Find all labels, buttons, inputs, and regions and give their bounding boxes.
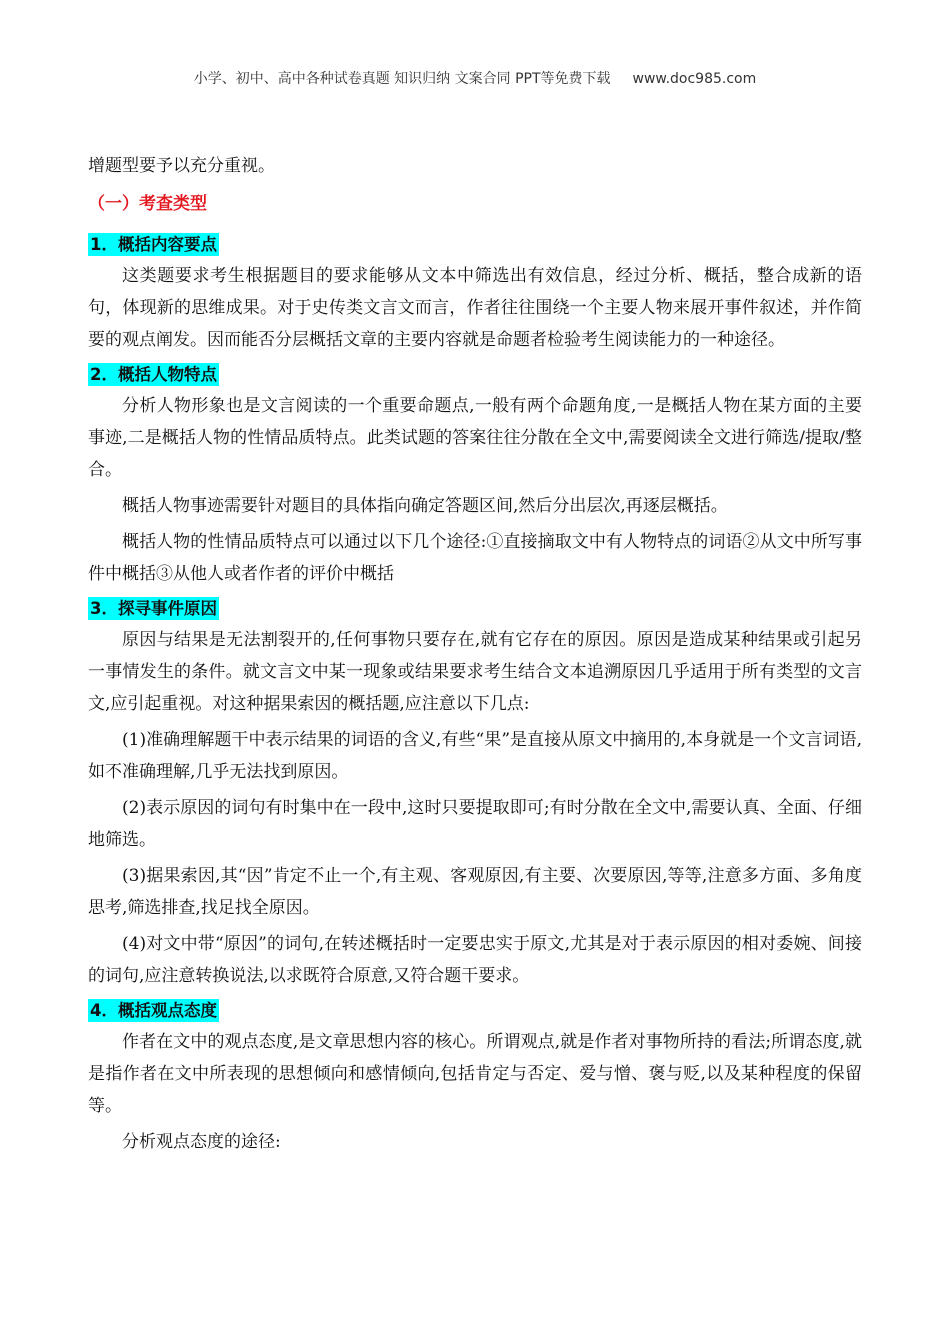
paragraph: 原因与结果是无法割裂开的,任何事物只要存在,就有它存在的原因。原因是造成某种结果或引起另一事情发生的条件。就文言文中某一现象或结果要求考生结合文本追溯原因几乎适用于所有类型的文言文,应引起重视。对这种据果索因的概括题,应注意以下几点: xyxy=(88,630,862,714)
heading-3-text: 3．探寻事件原因 xyxy=(90,599,217,618)
paragraph: 概括人物事迹需要针对题目的具体指向确定答题区间,然后分出层次,再逐层概括。 xyxy=(122,496,728,516)
heading-1 xyxy=(88,230,862,260)
paragraph: 作者在文中的观点态度,是文章思想内容的核心。所谓观点,就是作者对事物所持的看法;所谓态度,就是指作者在文中所表现的思想倾向和感情倾向,包括肯定与否定、爱与憎、褒与贬,以及某种程度的保留等。 xyxy=(88,1032,862,1116)
heading-3 xyxy=(88,594,862,624)
page-header xyxy=(0,68,950,88)
paragraph: 分析观点态度的途径: xyxy=(122,1132,281,1152)
paragraph: 概括人物的性情品质特点可以通过以下几个途径:①直接摘取文中有人物特点的词语②从文中所写事件中概括③从他人或者作者的评价中概括 xyxy=(88,532,862,584)
heading-2 xyxy=(88,360,862,390)
paragraph: (4)对文中带“原因”的词句,在转述概括时一定要忠实于原文,尤其是对于表示原因的相对委婉、间接的词句,应注意转换说法,以求既符合原意,又符合题干要求。 xyxy=(88,934,862,986)
header-site-link[interactable]: www.doc985.com xyxy=(632,71,757,87)
paragraph: (1)准确理解题干中表示结果的词语的含义,有些“果”是直接从原文中摘用的,本身就是一个文言词语,如不准确理解,几乎无法找到原因。 xyxy=(88,730,862,782)
paragraph: 这类题要求考生根据题目的要求能够从文本中筛选出有效信息，经过分析、概括，整合成新的语句，体现新的思维成果。对于史传类文言文而言，作者往往围绕一个主要人物来展开事件叙述，并作简要的观点阐发。因而能否分层概括文章的主要内容就是命题者检验考生阅读能力的一种途径。 xyxy=(88,266,862,350)
intro-line: 增题型要予以充分重视。 xyxy=(88,156,275,176)
heading-4-text: 4．概括观点态度 xyxy=(90,1001,217,1020)
heading-4 xyxy=(88,996,862,1026)
paragraph: 分析人物形象也是文言阅读的一个重要命题点,一般有两个命题角度,一是概括人物在某方面的主要事迹,二是概括人物的性情品质特点。此类试题的答案往往分散在全文中,需要阅读全文进行筛选/提取/整合。 xyxy=(88,396,862,480)
paragraph: (3)据果索因,其“因”肯定不止一个,有主观、客观原因,有主要、次要原因,等等,注意多方面、多角度思考,筛选排查,找足找全原因。 xyxy=(88,866,862,918)
document-body xyxy=(88,150,862,1162)
header-text: 小学、初中、高中各种试卷真题 知识归纳 文案合同 PPT等免费下载 xyxy=(193,71,611,87)
heading-2-text: 2．概括人物特点 xyxy=(90,365,217,384)
section-title: （一）考查类型 xyxy=(88,194,207,214)
heading-1-text: 1．概括内容要点 xyxy=(90,235,217,254)
paragraph: (2)表示原因的词句有时集中在一段中,这时只要提取即可;有时分散在全文中,需要认真、全面、仔细地筛选。 xyxy=(88,798,862,850)
